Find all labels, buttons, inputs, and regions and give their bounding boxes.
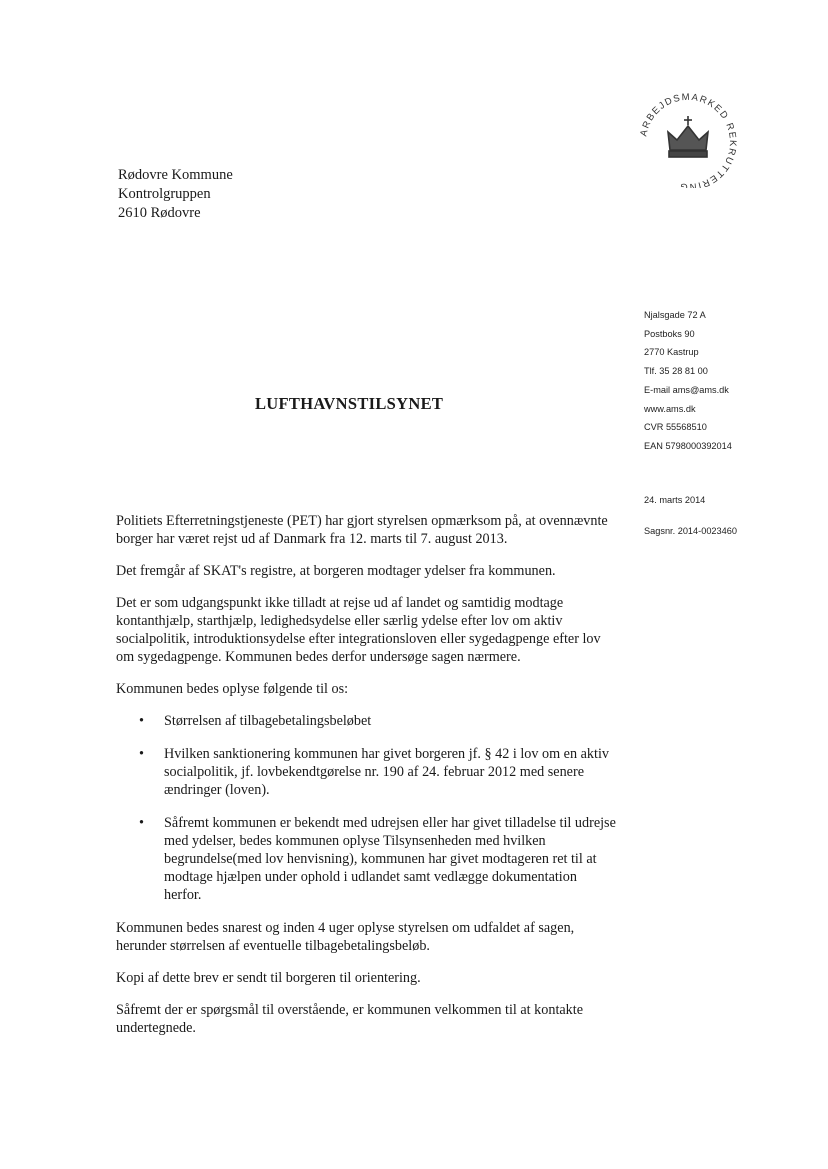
- sender-city: 2770 Kastrup: [644, 347, 699, 358]
- recipient-line: Rødovre Kommune: [118, 167, 233, 183]
- paragraph: Det er som udgangspunkt ikke tilladt at rejse ud af landet og samtidig modtage kontanthjælp, starthjælp, ledighedsydelse eller særlig ydelse efter lov om aktiv socialpolitik, introduktionsydelse efter integrationsloven eller sygedagpenge efter lov om sygedagpenge. Kommunen bedes derfor undersøge sagen nærmere.: [116, 595, 601, 665]
- request-list: [116, 712, 616, 904]
- list-item: [139, 745, 616, 799]
- sender-email: E-mail ams@ams.dk: [644, 384, 729, 395]
- sender-info: [644, 306, 732, 456]
- list-item: [139, 814, 616, 904]
- list-item-text: Størrelsen af tilbagebetalingsbeløbet: [164, 713, 372, 729]
- paragraph: Kopi af dette brev er sendt til borgeren til orientering.: [116, 970, 421, 986]
- letter-body: [116, 512, 616, 1051]
- bullet-icon: •: [139, 713, 144, 729]
- sender-phone: Tlf. 35 28 81 00: [644, 366, 708, 377]
- recipient-address: [118, 166, 233, 223]
- crown-icon: [668, 116, 708, 157]
- bullet-icon: •: [139, 746, 144, 762]
- case-number: Sagsnr. 2014-0023460: [644, 526, 737, 536]
- agency-seal-logo: [632, 92, 744, 188]
- sender-address-street: Njalsgade 72 A: [644, 310, 706, 320]
- list-item: [139, 712, 616, 730]
- sender-website: www.ams.dk: [644, 403, 696, 414]
- sender-cvr: CVR 55568510: [644, 422, 707, 433]
- recipient-line: Kontrolgruppen: [118, 186, 211, 202]
- recipient-line: 2610 Rødovre: [118, 205, 201, 221]
- sender-ean: EAN 5798000392014: [644, 440, 732, 451]
- list-item-text: Såfremt kommunen er bekendt med udrejsen eller har givet tilladelse til udrejse med ydelser, bedes kommunen oplyse Tilsynsenheden med hvilken begrundelse(med lov henvisning), kommunen har givet modtageren ret til at modtage hjælpen under ophold i udlandet samt vedlægge dokumentation herfor.: [164, 815, 616, 903]
- bullet-icon: •: [139, 815, 144, 831]
- letter-date: 24. marts 2014: [644, 495, 706, 505]
- paragraph: Såfremt der er spørgsmål til overstående, er kommunen velkommen til at kontakte undertegnede.: [116, 1002, 584, 1036]
- list-item-text: Hvilken sanktionering kommunen har givet borgeren jf. § 42 i lov om en aktiv socialpolitik, jf. lovbekendtgørelse nr. 190 af 24. februar 2012 med senere ændringer (loven).: [164, 746, 609, 798]
- paragraph: Kommunen bedes snarest og inden 4 uger oplyse styrelsen om udfaldet af sagen, herunder størrelsen af eventuelle tilbagebetalingsbeløb.: [116, 920, 575, 954]
- seal-text: ARBEJDSMARKED REKRUTTERING: [638, 92, 739, 188]
- sender-postbox: Postboks 90: [644, 328, 695, 339]
- paragraph: Det fremgår af SKAT's registre, at borgeren modtager ydelser fra kommunen.: [116, 563, 556, 579]
- paragraph: Politiets Efterretningstjeneste (PET) har gjort styrelsen opmærksom på, at ovennævnte borger har været rejst ud af Danmark fra 12. marts til 7. august 2013.: [116, 513, 608, 547]
- paragraph: Kommunen bedes oplyse følgende til os:: [116, 681, 349, 697]
- page-title: LUFTHAVNSTILSYNET: [255, 394, 444, 413]
